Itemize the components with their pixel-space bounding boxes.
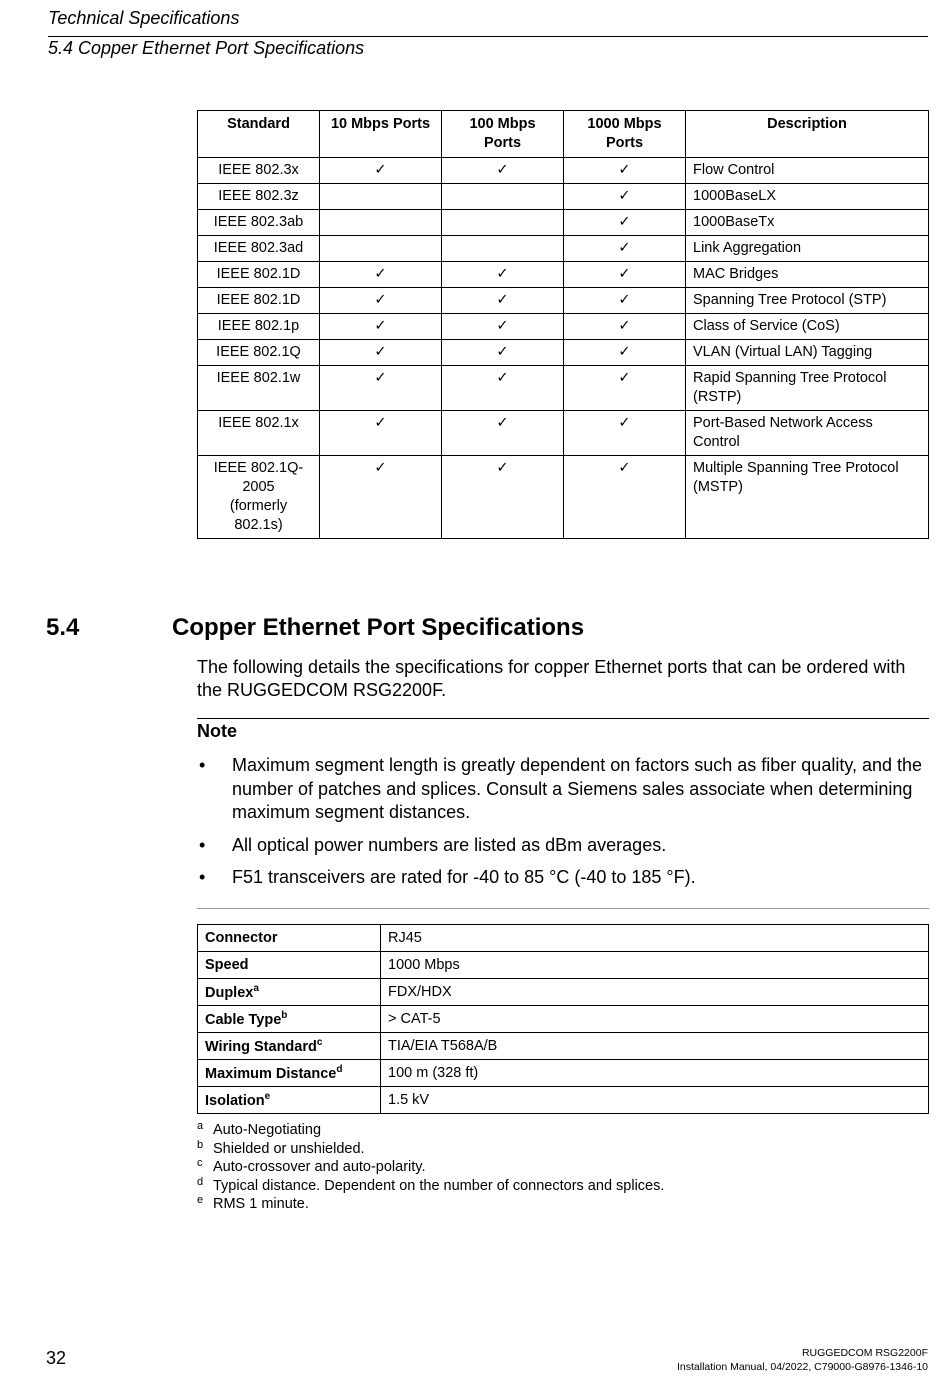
cell-10mbps: ✓ [320, 262, 442, 288]
cell-1000mbps: ✓ [564, 262, 686, 288]
footnote-mark: a [197, 1120, 204, 1132]
table-row [198, 366, 929, 411]
spec-row [198, 952, 929, 979]
spec-row [198, 1060, 929, 1087]
cell-standard: IEEE 802.3x [198, 158, 320, 184]
table-row [198, 262, 929, 288]
cell-10mbps: ✓ [320, 288, 442, 314]
footnote-marker: d [336, 1064, 343, 1076]
cell-1000mbps: ✓ [564, 456, 686, 539]
bullet-icon: • [199, 755, 206, 775]
footnote [197, 1121, 664, 1140]
cell-1000mbps: ✓ [564, 288, 686, 314]
footnote [197, 1177, 664, 1196]
cell-100mbps [442, 236, 564, 262]
note-title: Note [197, 721, 237, 741]
footnote-marker: c [316, 1037, 323, 1049]
spec-row [198, 1087, 929, 1114]
cell-standard: IEEE 802.1D [198, 288, 320, 314]
cell-10mbps: ✓ [320, 366, 442, 411]
table-row [198, 411, 929, 456]
cell-standard: IEEE 802.1Q-2005 (formerly 802.1s) [198, 456, 320, 539]
table-row [198, 456, 929, 539]
spec-key-label: Cable Type [205, 1011, 282, 1028]
column-header-standard: Standard [198, 111, 320, 158]
table-row [198, 314, 929, 340]
cell-1000mbps: ✓ [564, 366, 686, 411]
cell-100mbps [442, 210, 564, 236]
copper-port-spec-table [197, 924, 929, 1114]
cell-description: 1000BaseLX [686, 184, 929, 210]
footnote [197, 1158, 664, 1177]
cell-description: 1000BaseTx [686, 210, 929, 236]
footnote-mark: d [197, 1175, 204, 1188]
cell-10mbps [320, 184, 442, 210]
spec-key-label: Connector [205, 930, 278, 946]
spec-value: TIA/EIA T568A/B [381, 1033, 929, 1060]
footnote-text: Shielded or unshielded. [213, 1140, 365, 1157]
cell-description: VLAN (Virtual LAN) Tagging [686, 340, 929, 366]
cell-description: Port-Based Network Access Control [686, 411, 929, 456]
note-top-rule [197, 718, 929, 719]
table-row [198, 236, 929, 262]
note-item-text: All optical power numbers are listed as dBm averages. [232, 834, 667, 855]
footnote-text: Auto-Negotiating [213, 1122, 322, 1138]
spec-key-label: Speed [205, 957, 249, 973]
table-row [198, 340, 929, 366]
spec-key-label: Maximum Distance [205, 1065, 337, 1082]
cell-standard: IEEE 802.3ab [198, 210, 320, 236]
spec-key [198, 1087, 381, 1114]
cell-10mbps: ✓ [320, 456, 442, 539]
footnote-text: RMS 1 minute. [213, 1196, 309, 1212]
cell-10mbps [320, 236, 442, 262]
cell-100mbps: ✓ [442, 411, 564, 456]
footnote-marker: b [281, 1010, 288, 1022]
cell-1000mbps: ✓ [564, 340, 686, 366]
table-row [198, 288, 929, 314]
cell-100mbps [442, 184, 564, 210]
cell-standard: IEEE 802.3ad [198, 236, 320, 262]
spec-value: > CAT-5 [381, 1006, 929, 1033]
spec-key-label: Wiring Standard [205, 1038, 317, 1055]
note-list [197, 754, 932, 899]
cell-standard: IEEE 802.3z [198, 184, 320, 210]
spec-key [198, 979, 381, 1006]
column-header-description: Description [686, 111, 929, 158]
cell-standard: IEEE 802.1x [198, 411, 320, 456]
footnote [197, 1195, 664, 1214]
bullet-icon: • [199, 834, 206, 855]
footnote-marker: a [253, 983, 259, 995]
cell-description: MAC Bridges [686, 262, 929, 288]
spec-value: FDX/HDX [381, 979, 929, 1006]
cell-standard: IEEE 802.1Q [198, 340, 320, 366]
spec-value: 1000 Mbps [381, 952, 929, 979]
spec-key [198, 925, 381, 952]
spec-key [198, 952, 381, 979]
cell-description: Class of Service (CoS) [686, 314, 929, 340]
spec-row [198, 925, 929, 952]
note-item [197, 754, 932, 825]
cell-1000mbps: ✓ [564, 314, 686, 340]
spec-row [198, 1006, 929, 1033]
running-header-section: 5.4 Copper Ethernet Port Specifications [48, 38, 365, 58]
spec-key [198, 1033, 381, 1060]
note-item [197, 834, 932, 858]
spec-value: RJ45 [381, 925, 929, 952]
spec-key-label: Duplex [205, 984, 254, 1001]
cell-standard: IEEE 802.1D [198, 262, 320, 288]
footnote-list [197, 1121, 664, 1214]
cell-description: Flow Control [686, 158, 929, 184]
note-item-text: F51 transceivers are rated for -40 to 85 °C (-40 to 185 °F). [232, 867, 696, 887]
spec-key-label: Isolation [205, 1092, 265, 1109]
section-number: 5.4 [46, 614, 80, 641]
cell-10mbps: ✓ [320, 158, 442, 184]
column-header-1000mbps: 1000 Mbps Ports [564, 111, 686, 158]
cell-description: Spanning Tree Protocol (STP) [686, 288, 929, 314]
table-row [198, 184, 929, 210]
standards-table-body [198, 158, 929, 539]
cell-100mbps: ✓ [442, 262, 564, 288]
footer-product: RUGGEDCOM RSG2200F [801, 1347, 928, 1359]
cell-1000mbps: ✓ [564, 184, 686, 210]
table-row [198, 158, 929, 184]
running-header-chapter: Technical Specifications [48, 8, 240, 28]
spec-key [198, 1060, 381, 1087]
footnote-marker: e [264, 1091, 271, 1103]
cell-1000mbps: ✓ [564, 236, 686, 262]
cell-100mbps: ✓ [442, 288, 564, 314]
column-header-100mbps: 100 Mbps Ports [442, 111, 564, 158]
cell-100mbps: ✓ [442, 314, 564, 340]
cell-1000mbps: ✓ [564, 158, 686, 184]
cell-10mbps: ✓ [320, 411, 442, 456]
page-number: 32 [46, 1348, 67, 1368]
cell-standard: IEEE 802.1p [198, 314, 320, 340]
cell-100mbps: ✓ [442, 366, 564, 411]
footnote-text: Typical distance. Dependent on the number of connectors and splices. [213, 1177, 665, 1194]
bullet-icon: • [199, 867, 206, 887]
spec-value: 100 m (328 ft) [381, 1060, 929, 1087]
cell-10mbps: ✓ [320, 340, 442, 366]
spec-value: 1.5 kV [381, 1087, 929, 1114]
cell-description: Link Aggregation [686, 236, 929, 262]
spec-table-body [198, 925, 929, 1114]
note-bottom-rule [197, 908, 929, 909]
cell-1000mbps: ✓ [564, 411, 686, 456]
footnote-mark: e [197, 1194, 204, 1206]
column-header-10mbps: 10 Mbps Ports [320, 111, 442, 158]
note-item-text: Maximum segment length is greatly dependent on factors such as fiber quality, and the number of patches and splices. Consult a Siemens sales associate when determining maximum segment distances. [232, 755, 923, 822]
cell-10mbps: ✓ [320, 314, 442, 340]
footnote-mark: b [197, 1138, 204, 1151]
spec-key [198, 1006, 381, 1033]
footer-manual: Installation Manual, 04/2022, C79000-G8976-1346-10 [676, 1361, 928, 1373]
section-title: Copper Ethernet Port Specifications [172, 614, 585, 641]
cell-100mbps: ✓ [442, 158, 564, 184]
cell-100mbps: ✓ [442, 340, 564, 366]
cell-standard: IEEE 802.1w [198, 366, 320, 411]
cell-100mbps: ✓ [442, 456, 564, 539]
cell-10mbps [320, 210, 442, 236]
footnote-mark: c [197, 1157, 203, 1169]
cell-1000mbps: ✓ [564, 210, 686, 236]
header-rule [48, 36, 928, 37]
footnote [197, 1140, 664, 1159]
cell-description: Multiple Spanning Tree Protocol (MSTP) [686, 456, 929, 539]
standards-table [197, 110, 929, 539]
spec-row [198, 1033, 929, 1060]
note-item [197, 866, 932, 890]
spec-row [198, 979, 929, 1006]
section-intro: The following details the specifications for copper Ethernet ports that can be ordered with the RUGGEDCOM RSG2200F. [197, 657, 906, 700]
standards-table-header-row [198, 111, 929, 158]
table-row [198, 210, 929, 236]
cell-description: Rapid Spanning Tree Protocol (RSTP) [686, 366, 929, 411]
footnote-text: Auto-crossover and auto-polarity. [213, 1159, 426, 1175]
